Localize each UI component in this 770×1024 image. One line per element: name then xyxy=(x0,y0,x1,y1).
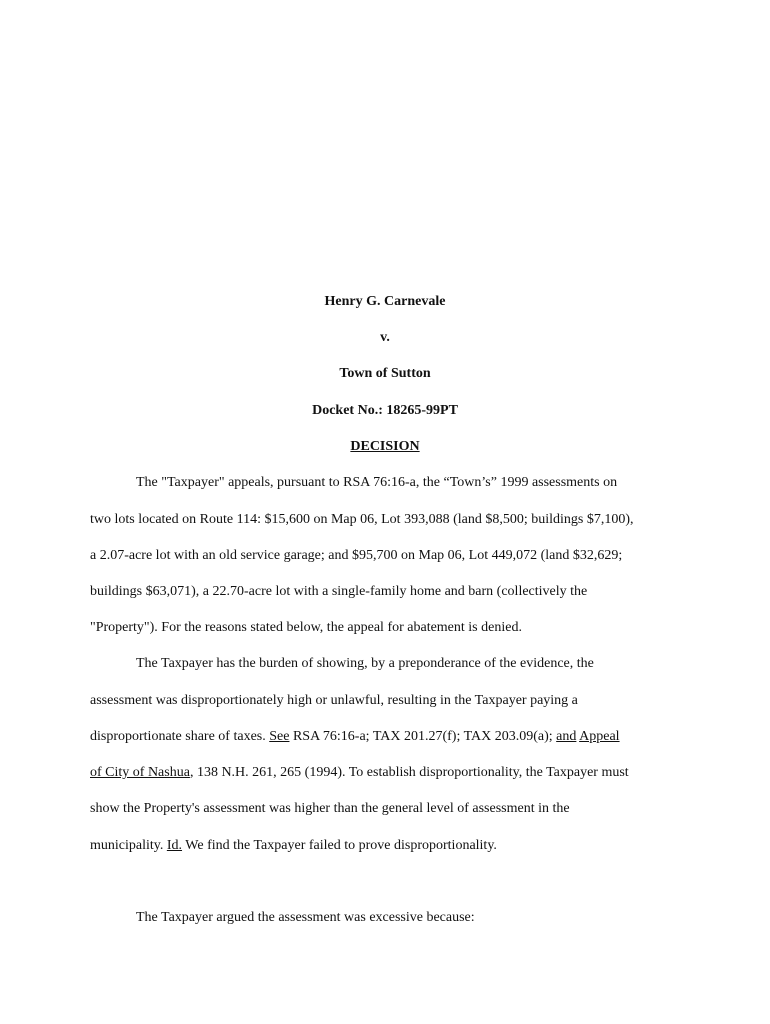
paragraph2-line xyxy=(90,728,680,746)
paragraph1-line: buildings $63,071), a 22.70-acre lot with a single-family home and barn (collectively the xyxy=(90,584,588,599)
text-run: , 138 N.H. 261, 265 (1994). To establish disproportionality, the Taxpayer must xyxy=(189,765,629,780)
paragraph1-line: a 2.07-acre lot with an old service garage; and $95,700 on Map 06, Lot 449,072 (land $32,629; xyxy=(90,548,623,563)
text-run: disproportionate share of taxes. xyxy=(90,729,270,744)
case-name: Appeal xyxy=(579,729,620,744)
text-run: We find the Taxpayer failed to prove disproportionality. xyxy=(182,838,497,853)
paragraph1-line: two lots located on Route 114: $15,600 on Map 06, Lot 393,088 (land $8,500; buildings $7,100), xyxy=(90,512,634,527)
party-two: Town of Sutton xyxy=(339,366,431,381)
citation-signal-and: and xyxy=(556,729,577,744)
text-run: municipality. xyxy=(90,838,167,853)
citation-id: Id. xyxy=(166,838,183,853)
paragraph2-line: show the Property's assessment was higher than the general level of assessment in the xyxy=(90,801,570,816)
paragraph2-line: assessment was disproportionately high or unlawful, resulting in the Taxpayer paying a xyxy=(90,693,578,708)
case-name: of City of Nashua xyxy=(90,765,190,780)
paragraph1-line: The "Taxpayer" appeals, pursuant to RSA 76:16-a, the “Town’s” 1999 assessments on xyxy=(136,475,618,490)
paragraph1-line: "Property"). For the reasons stated below, the appeal for abatement is denied. xyxy=(90,620,522,635)
text-run: RSA 76:16-a; TAX 201.27(f); TAX 203.09(a); xyxy=(289,729,557,744)
paragraph2-line xyxy=(90,764,680,782)
paragraph3-line: The Taxpayer argued the assessment was excessive because: xyxy=(136,910,475,925)
docket-number: Docket No.: 18265-99PT xyxy=(312,403,458,418)
party-one: Henry G. Carnevale xyxy=(324,294,446,309)
paragraph2-line: The Taxpayer has the burden of showing, by a preponderance of the evidence, the xyxy=(136,656,594,671)
paragraph2-line xyxy=(90,837,680,855)
versus: v. xyxy=(380,330,390,345)
citation-signal-see: See xyxy=(269,729,290,744)
decision-heading: DECISION xyxy=(350,439,420,454)
